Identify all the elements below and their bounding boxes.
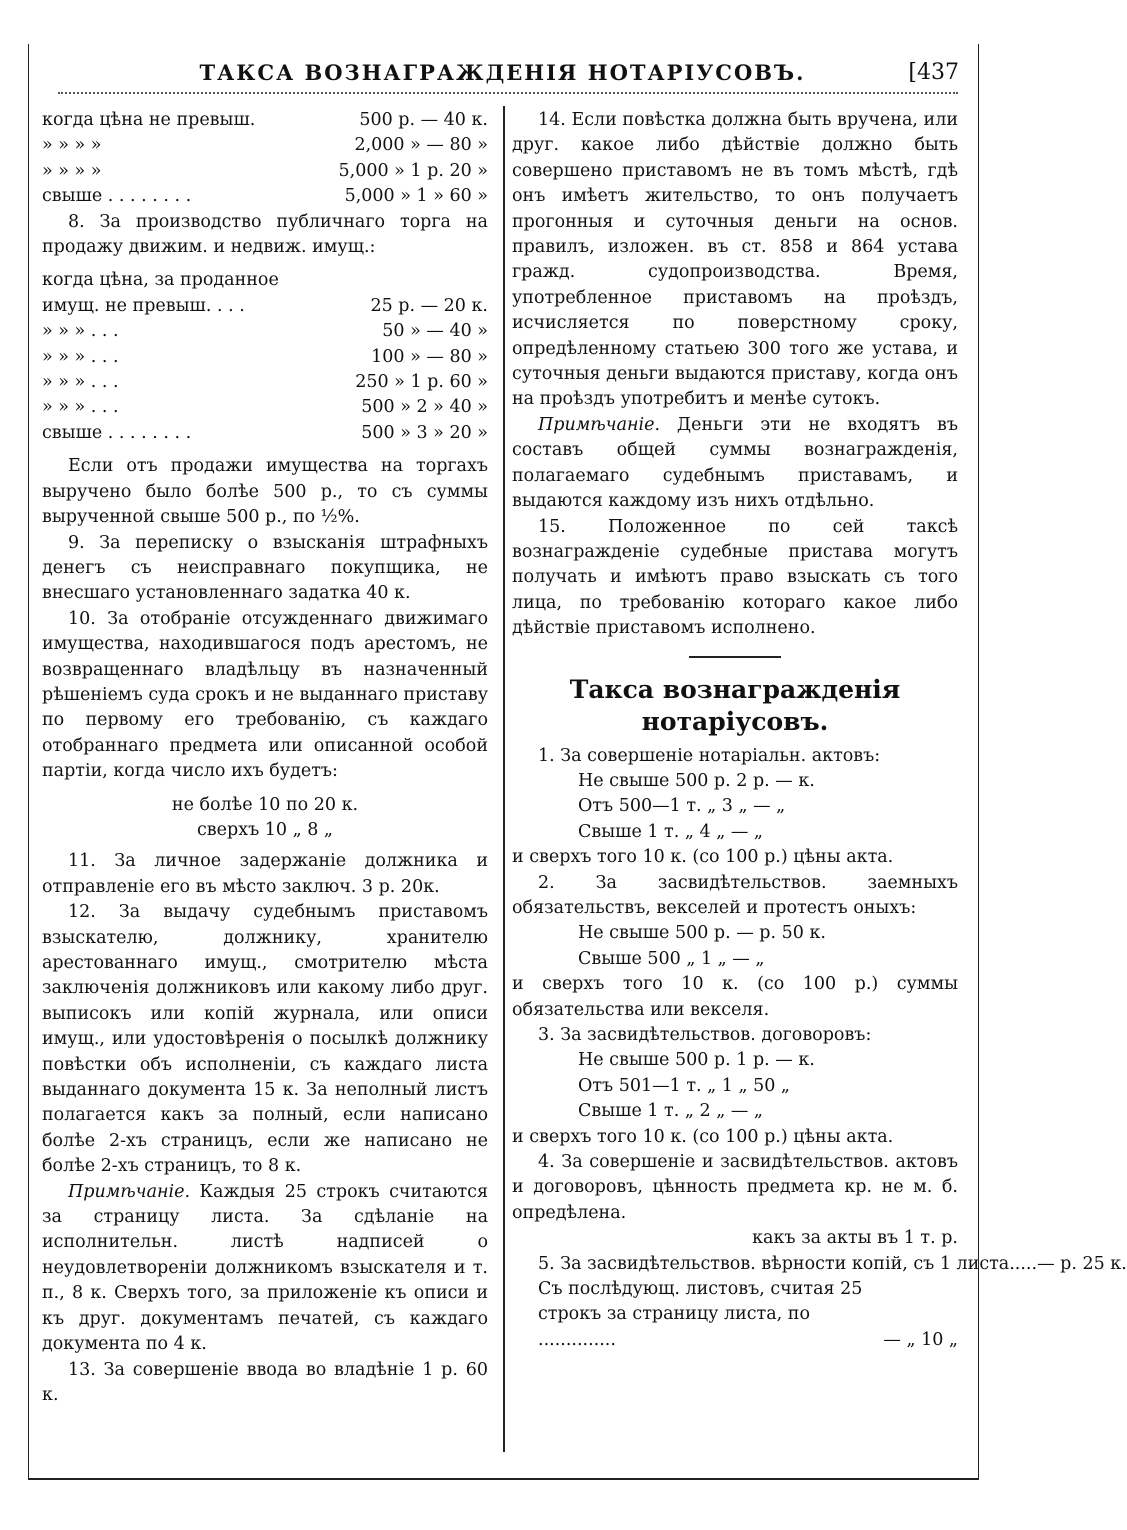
tariff-row: Не свыше 500 р. — р. 50 к. xyxy=(578,923,826,944)
rate-label: » » » » xyxy=(42,160,102,181)
header-rule xyxy=(58,92,958,94)
page-frame-bottom xyxy=(28,1478,979,1480)
rate-label: свыше . . . . . . . . xyxy=(42,186,192,207)
rate-amount: 500 » 2 » 40 » xyxy=(361,397,488,418)
item-3: 3. За засвидѣтельствов. договоровъ: xyxy=(538,1025,872,1045)
rate-row xyxy=(42,294,488,319)
paragraph-15: 15. Положенное по сей таксѣ вознагражденіе судебные пристава могутъ получать и имѣютъ право взыскать съ того лица, по требованію котораго какое либо дѣйствіе приставомъ исполнено. xyxy=(512,516,958,639)
left-column xyxy=(42,108,488,1408)
rate-amount: 25 р. — 20 к. xyxy=(370,295,488,316)
item-4-right: какъ за акты въ 1 т. р. xyxy=(752,1228,958,1249)
section-heading: Такса вознагражденія нотаріусовъ. xyxy=(569,674,901,736)
paragraph-11: 11. За личное задержаніе должника и отправленіе его въ мѣсто заключ. 3 р. 20к. xyxy=(42,851,488,897)
paragraph-note-left xyxy=(42,1180,488,1358)
rate-label: » » » . . . xyxy=(42,321,119,342)
page-frame-left xyxy=(28,44,29,1479)
rate-label: свыше . . . . . . . . xyxy=(42,422,192,443)
rate-row xyxy=(42,421,488,446)
item-1-after: и сверхъ того 10 к. (со 100 р.) цѣны акта. xyxy=(512,847,894,868)
item-5b-label: Съ послѣдующ. листовъ, считая 25 строкъ за страницу листа, по .............. xyxy=(538,1279,863,1350)
rate-amount: 5,000 » 1 » 60 » xyxy=(344,186,488,207)
rate-row xyxy=(42,395,488,420)
item-2: 2. За засвидѣтельствов. заемныхъ обязательствъ, векселей и протестъ оныхъ: xyxy=(512,872,958,918)
tariff-row: Свыше 1 т. „ 4 „ — „ xyxy=(578,821,763,842)
column-divider xyxy=(503,106,505,1452)
paragraph-10: 10. За отобраніе отсужденнаго движимаго имущества, находившагося подъ арестомъ, не возвращеннаго владѣльцу въ назначенный рѣшеніемъ суда срокъ и не выданнаго приставу по первому его требованію, съ каждаго отобраннаго предмета или описанной особой партіи, когда число ихъ будетъ: xyxy=(42,608,488,782)
rate-amount: 50 » — 40 » xyxy=(382,321,488,342)
rate-row xyxy=(42,184,488,209)
paragraph-12: 12. За выдачу судебнымъ приставомъ взыскателю, должнику, хранителю арестованнаго имущ., смотрителю мѣста заключенія должниковъ или какому либо друг. выписокъ или копій журнала, или описи имущ., или удостовѣренія о посылкѣ должнику повѣстки объ исполненіи, съ каждаго листа выданнаго документа 15 к. За неполный листъ полагается какъ за полный, если написано болѣе 2-хъ страницъ, если же написано не болѣе 2-хъ страницъ, то 8 к. xyxy=(42,902,488,1177)
rate-label: имущ. не превыш. . . . xyxy=(42,295,245,316)
item-5b-row xyxy=(512,1277,958,1353)
rate-label: » » » » xyxy=(42,135,102,156)
paragraph-10-line-1: не болѣе 10 по 20 к. xyxy=(171,794,359,815)
right-column xyxy=(512,108,1127,1353)
rate-amount: 100 » — 80 » xyxy=(371,346,488,367)
rate-row xyxy=(42,370,488,395)
item-1-table xyxy=(578,769,958,845)
item-3-table xyxy=(578,1048,958,1124)
rate-row xyxy=(42,108,488,133)
paragraph-14: 14. Если повѣстка должна быть вручена, или друг. какое либо дѣйствіе должно быть совершено приставомъ не въ томъ мѣстѣ, гдѣ онъ имѣетъ жительство, то онъ получаетъ прогонныя и суточныя деньги на основ. правилъ, изложен. въ ст. 858 и 864 устава гражд. судопроизводства. Время, употребленное приставомъ на проѣздъ, исчисляется по поверстному сроку, опредѣленному статьею 300 того же устава, и суточныя деньги выдаются приставу, когда онъ на проѣздъ употребитъ и менѣе сутокъ. xyxy=(512,110,958,410)
rate-amount: 500 р. — 40 к. xyxy=(359,110,488,130)
rate-row xyxy=(42,159,488,184)
rate-row xyxy=(42,345,488,370)
rate-row xyxy=(42,319,488,344)
tariff-row: Свыше 500 „ 1 „ — „ xyxy=(578,948,765,969)
tariff-row: Отъ 500—1 т. „ 3 „ — „ xyxy=(578,796,786,817)
note-label: Примѣчаніе. xyxy=(538,414,661,435)
item-1: 1. За совершеніе нотаріальн. актовъ: xyxy=(538,745,881,766)
rate-amount: 500 » 3 » 20 » xyxy=(361,422,488,443)
running-title: ТАКСА ВОЗНАГРАЖДЕНІЯ НОТАРІУСОВЪ. xyxy=(199,60,806,85)
tariff-row: Не свыше 500 р. 2 р. — к. xyxy=(578,770,815,791)
rate-label: » » » . . . xyxy=(42,397,119,418)
item-4: 4. За совершеніе и засвидѣтельствов. актовъ и договоровъ, цѣнность предмета кр. не м. б. опредѣлена. xyxy=(512,1152,958,1223)
paragraph-9: 9. За переписку о взысканія штрафныхъ денегъ съ неисправнаго покупщика, не внесшаго установленнаго задатка 40 к. xyxy=(42,532,488,604)
rate-amount: 250 » 1 р. 60 » xyxy=(355,372,488,393)
tariff-row: Отъ 501—1 т. „ 1 „ 50 „ xyxy=(578,1075,790,1096)
paragraph-note-right xyxy=(512,413,958,515)
rate-label: » » » . . . xyxy=(42,372,119,393)
paragraph-10-line-2: сверхъ 10 „ 8 „ xyxy=(196,819,333,840)
item-3-after: и сверхъ того 10 к. (со 100 р.) цѣны акта. xyxy=(512,1126,894,1147)
note-text: Деньги эти не входятъ въ составъ общей суммы вознагражденія, полагаемаго судебнымъ приставамъ, и выдаются каждому изъ нихъ отдѣльно. xyxy=(512,414,958,512)
item-5-row xyxy=(512,1252,1127,1277)
paragraph-sale: Если отъ продажи имущества на торгахъ выручено было болѣе 500 р., то съ суммы вырученной свыше 500 р., по ½%. xyxy=(42,456,488,528)
paragraph-13: 13. За совершеніе ввода во владѣніе 1 р. 60 к. xyxy=(42,1359,488,1405)
rates-table-a xyxy=(42,108,488,210)
page-number: [437 xyxy=(908,60,959,85)
section-rule xyxy=(689,656,781,658)
rate-row xyxy=(42,133,488,158)
running-header xyxy=(40,60,965,96)
item-5-label: 5. За засвидѣтельствов. вѣрности копій, съ 1 листа..... xyxy=(538,1253,1038,1274)
note-text: Каждыя 25 строкъ считаются за страницу листа. За сдѣланіе на исполнительн. листѣ надписей о неудовлетвореніи должникомъ взыскателя и т. п., 8 к. Сверхъ того, за приложеніе къ описи и къ друг. документамъ печатей, съ каждаго документа по 4 к. xyxy=(42,1181,488,1355)
item-2-after: и сверхъ того 10 к. (со 100 р.) суммы обязательства или векселя. xyxy=(512,974,958,1020)
note-label: Примѣчаніе. xyxy=(68,1181,191,1202)
rate-label: когда цѣна не превыш. xyxy=(42,110,256,130)
paragraph-8-sub: когда цѣна, за проданное xyxy=(42,270,279,291)
item-5-amount: — р. 25 к. xyxy=(1037,1253,1127,1274)
rates-table-b xyxy=(42,294,488,446)
rate-amount: 2,000 » — 80 » xyxy=(354,135,488,156)
item-2-table xyxy=(578,921,958,972)
paragraph-8: 8. За производство публичнаго торга на продажу движим. и недвиж. имущ.: xyxy=(42,211,488,258)
rate-amount: 5,000 » 1 р. 20 » xyxy=(338,160,488,181)
tariff-row: Свыше 1 т. „ 2 „ — „ xyxy=(578,1101,763,1122)
item-5b-amount: — „ 10 „ xyxy=(883,1329,958,1350)
rate-label: » » » . . . xyxy=(42,346,119,367)
tariff-row: Не свыше 500 р. 1 р. — к. xyxy=(578,1050,815,1071)
